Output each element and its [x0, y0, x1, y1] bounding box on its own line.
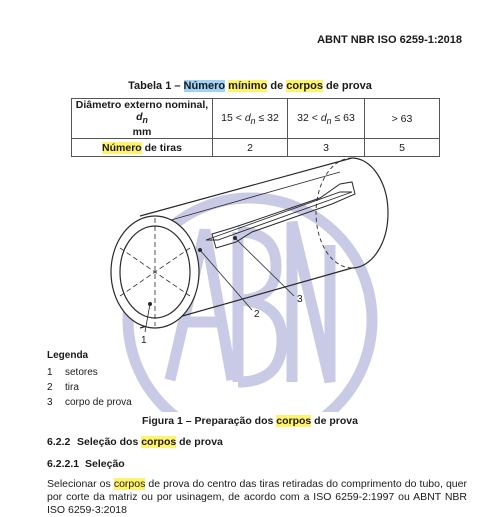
legend-text: setores [65, 367, 98, 378]
header-label: Diâmetro externo nominal, [75, 99, 209, 111]
table-title-word-minimo: mínimo [228, 80, 268, 92]
row-label-rest: de tiras [141, 141, 182, 154]
section-heading-6221 [47, 458, 125, 470]
legend-num: 3 [47, 397, 53, 408]
header-symbol: d [136, 111, 143, 123]
legend-text: corpo de prova [65, 397, 132, 408]
section-heading-622 [47, 436, 223, 448]
legend-item [47, 397, 132, 408]
row-label-highlight: Número [102, 141, 142, 154]
figure-caption [0, 415, 500, 427]
header-subscript: n [142, 115, 148, 126]
section-number: 6.2.2 [47, 436, 71, 448]
section-title-suffix: de prova [176, 436, 223, 448]
table-title-word-corpos: corpos [286, 80, 323, 92]
figure-caption-suffix: de prova [311, 415, 358, 427]
subsection-number: 6.2.2.1 [47, 458, 80, 470]
watermark-letter-b [238, 232, 282, 382]
table-title-prefix: Tabela 1 – [128, 80, 184, 92]
legend-item [47, 382, 79, 393]
table-title-word-de-prova: de prova [326, 80, 372, 92]
standard-id: ABNT NBR ISO 6259-1:2018 [317, 34, 462, 46]
subsection-title: Seleção [85, 458, 125, 470]
value-cell-2: 3 [288, 139, 365, 157]
value-cell-1: 2 [213, 139, 288, 157]
callout-label-2: 2 [254, 309, 260, 320]
table-header-row [72, 99, 440, 139]
figure-caption-highlight: corpos [276, 415, 312, 427]
table-title [0, 80, 500, 92]
legend-text: tira [65, 382, 79, 393]
section-title-prefix: Seleção dos [77, 436, 142, 448]
range-2-left: 32 < [297, 111, 318, 124]
callout-label-1: 1 [141, 335, 147, 346]
table-title-word-de: de [270, 80, 284, 92]
table-title-word-numero: Número [183, 80, 226, 92]
header-cell-range-3: > 63 [365, 99, 440, 139]
header-cell-range-1: $15 < d_n \le 32$ [213, 99, 288, 139]
value-cell-3: 5 [365, 139, 440, 157]
callout-label-3: 3 [297, 294, 303, 305]
paragraph-text: de prova do centro das tiras retiradas do comprimento do tubo, quer por corte da matriz ou por usinagem, de acordo com a ISO 6259-2:1997 ou ABNT NBR ISO 6259-3:2018 [47, 478, 467, 516]
leader-2 [200, 250, 252, 310]
range-1-right: ≤ 32 [258, 111, 279, 124]
spec-table [71, 98, 440, 157]
legend-num: 1 [47, 367, 53, 378]
legend-num: 2 [47, 382, 53, 393]
legend-item [47, 367, 98, 378]
section-title-highlight: corpos [141, 436, 177, 448]
range-1-left: 15 < [221, 111, 242, 124]
header-cell-diameter [72, 99, 213, 139]
header-cell-range-2: $32 < d_n \le 63$ [288, 99, 365, 139]
paragraph-highlight: corpos [113, 478, 146, 490]
range-2-right: ≤ 63 [334, 111, 355, 124]
header-unit: mm [132, 126, 152, 139]
body-paragraph [47, 478, 467, 517]
paragraph-prefix: Selecionar os [47, 478, 114, 490]
legend-title: Legenda [47, 350, 89, 361]
figure-caption-prefix: Figura 1 – Preparação dos [142, 415, 277, 427]
